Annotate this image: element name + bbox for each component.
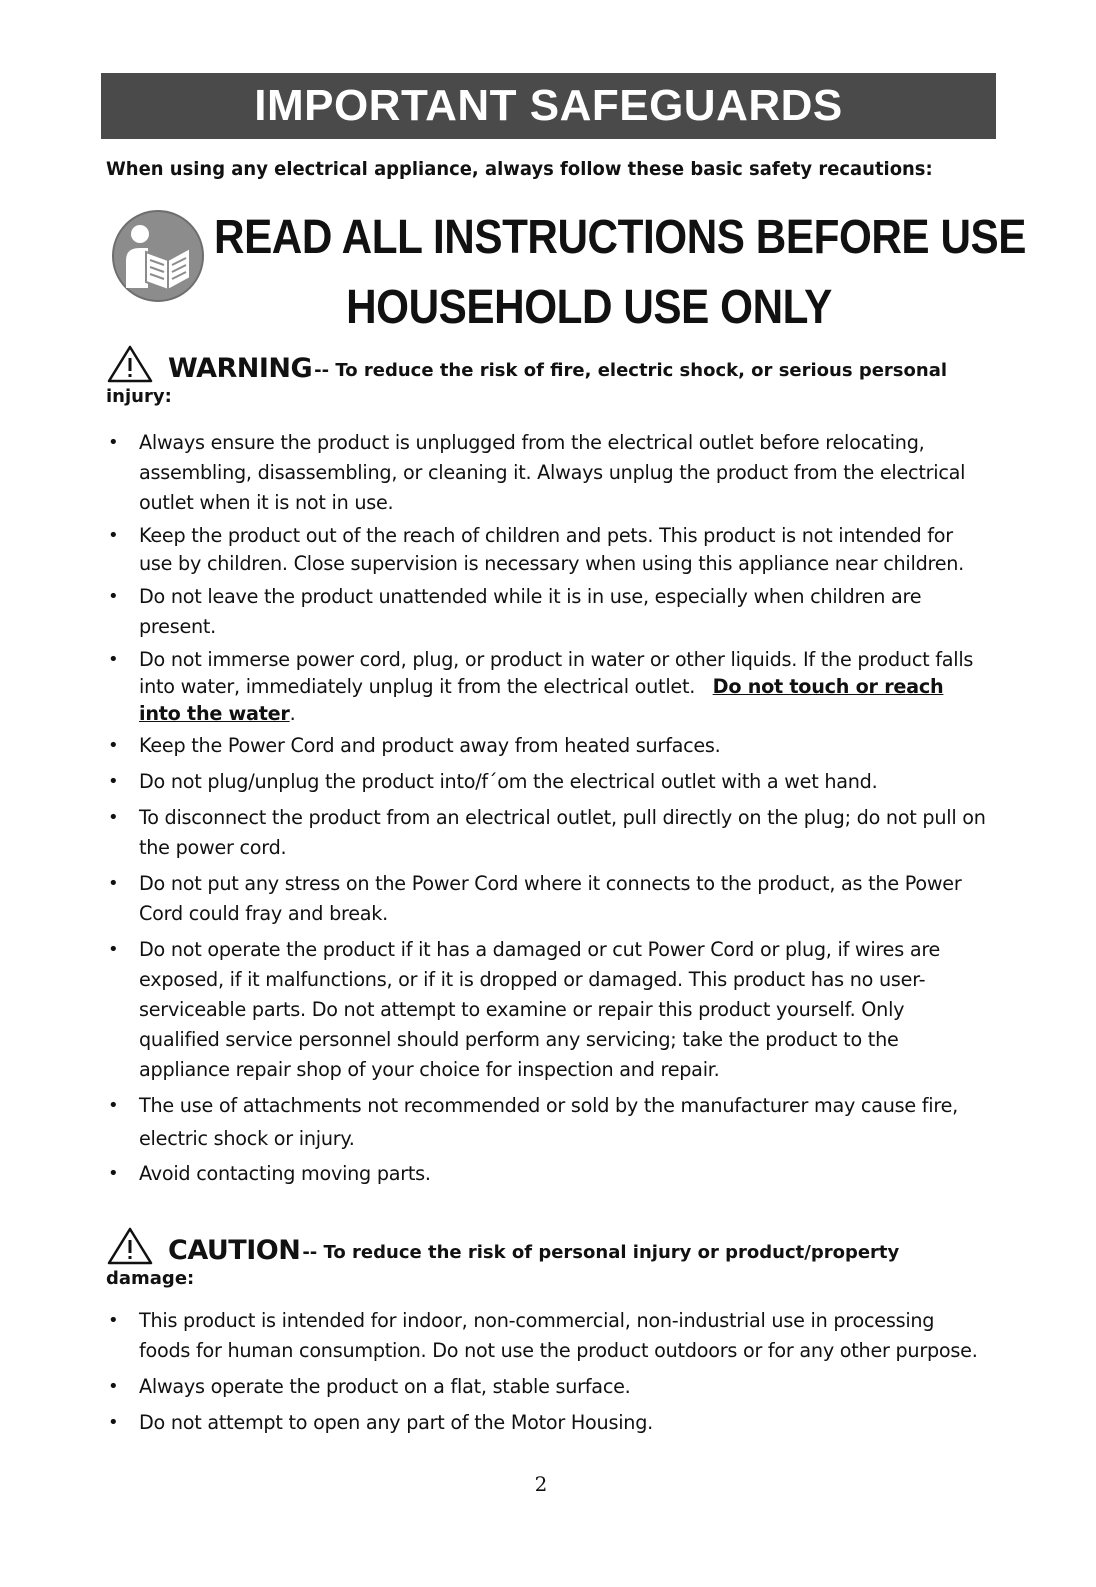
banner-title: IMPORTANT SAFEGUARDS: [254, 81, 843, 130]
caution-list: [106, 1306, 988, 1438]
caution-triangle-icon: [106, 1226, 154, 1266]
intro-text: When using any electrical appliance, always follow these basic safety recautions:: [106, 158, 933, 180]
list-item: • Keep the Power Cord and product away from heated surfaces.: [106, 731, 988, 761]
list-item: • Do not leave the product unattended while it is in use, especially when children are present.: [106, 582, 988, 642]
caution-continuation: damage:: [106, 1268, 195, 1289]
warning-header: [106, 344, 986, 407]
caution-intro-text: -- To reduce the risk of personal injury or product/property: [302, 1242, 900, 1263]
list-item: • Do not immerse power cord, plug, or product in water or other liquids. If the product falls into water, immediately unplug it from the electrical outlet. Do not touch or reach into the water.: [106, 646, 988, 727]
list-item: • The use of attachments not recommended or sold by the manufacturer may cause fire, electric shock or injury.: [106, 1089, 988, 1155]
warning-continuation: injury:: [106, 386, 172, 407]
warning-line: [106, 344, 986, 384]
caution-label: CAUTION: [168, 1235, 301, 1266]
household-use-heading: [0, 280, 1096, 335]
list-item: • Always ensure the product is unplugged from the electrical outlet before relocating, assembling, disassembling, or cleaning it. Always unplug the product from the electrical outlet when it is not in use.: [106, 428, 988, 518]
list-item: • Always operate the product on a flat, stable surface.: [106, 1372, 988, 1402]
list-item: • Do not attempt to open any part of the Motor Housing.: [106, 1408, 988, 1438]
warning-list: [106, 428, 988, 1189]
list-item: • This product is intended for indoor, non-commercial, non-industrial use in processing foods for human consumption. Do not use the product outdoors or for any other purpose.: [106, 1306, 988, 1366]
list-item: • Keep the product out of the reach of children and pets. This product is not intended for use by children. Close supervision is necessary when using this appliance near children.: [106, 522, 988, 578]
read-instructions-heading: READ ALL INSTRUCTIONS BEFORE USE: [214, 211, 1026, 264]
caution-line: [106, 1226, 986, 1266]
water-emphasis: Do not touch or reach into the water: [139, 675, 944, 725]
warning-intro-text: -- To reduce the risk of fire, electric shock, or serious personal: [314, 360, 948, 381]
page-banner: [101, 73, 996, 139]
warning-label: WARNING: [168, 353, 313, 384]
list-item: • Do not put any stress on the Power Cord where it connects to the product, as the Power Cord could fray and break.: [106, 869, 988, 929]
page-number: 2: [534, 1472, 548, 1496]
list-item: • To disconnect the product from an electrical outlet, pull directly on the plug; do not pull on the power cord.: [106, 803, 988, 863]
warning-triangle-icon: [106, 344, 154, 384]
household-use-text: HOUSEHOLD USE ONLY: [346, 281, 832, 334]
list-item: • Do not plug/unplug the product into/f´om the electrical outlet with a wet hand.: [106, 767, 988, 797]
caution-header: [106, 1226, 986, 1289]
list-item: • Avoid contacting moving parts.: [106, 1159, 988, 1189]
list-item: • Do not operate the product if it has a damaged or cut Power Cord or plug, if wires are exposed, if it malfunctions, or if it is dropped or damaged. This product has no user-serviceable parts. Do not attempt to examine or repair this product yourself. Only qualified service personnel should perform any servicing; take the product to the appliance repair shop of your choice for inspection and repair.: [106, 935, 988, 1085]
